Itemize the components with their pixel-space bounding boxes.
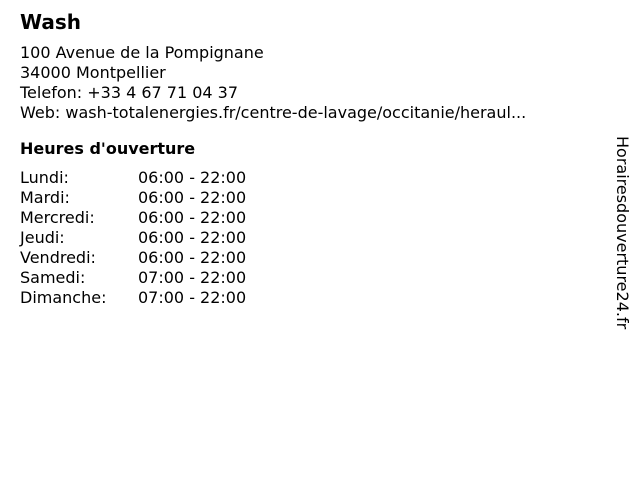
- site-watermark: Horairesdouverture24.fr: [613, 136, 632, 330]
- website-link[interactable]: Web: wash-totalenergies.fr/centre-de-lavage/occitanie/heraul...: [20, 103, 527, 122]
- day-label: Dimanche:: [20, 288, 107, 307]
- day-label: Jeudi:: [20, 228, 65, 247]
- contact-block: [20, 43, 600, 123]
- hours-row-sunday: [20, 288, 600, 308]
- day-label: Vendredi:: [20, 248, 96, 267]
- hours-row-wednesday: [20, 208, 600, 228]
- time-range: 06:00 - 22:00: [138, 188, 247, 207]
- hours-heading: Heures d'ouverture: [20, 139, 196, 158]
- hours-row-monday: [20, 168, 600, 188]
- time-range: 07:00 - 22:00: [138, 288, 247, 307]
- time-range: 06:00 - 22:00: [138, 208, 247, 227]
- time-range: 06:00 - 22:00: [138, 248, 247, 267]
- phone-number[interactable]: Telefon: +33 4 67 71 04 37: [20, 83, 239, 102]
- business-card: [20, 10, 600, 308]
- address-street: 100 Avenue de la Pompignane: [20, 43, 264, 62]
- hours-row-thursday: [20, 228, 600, 248]
- time-range: 07:00 - 22:00: [138, 268, 247, 287]
- business-name: Wash: [20, 10, 81, 34]
- hours-row-tuesday: [20, 188, 600, 208]
- hours-table: [20, 168, 600, 308]
- day-label: Samedi:: [20, 268, 86, 287]
- time-range: 06:00 - 22:00: [138, 228, 247, 247]
- day-label: Lundi:: [20, 168, 69, 187]
- hours-row-friday: [20, 248, 600, 268]
- hours-row-saturday: [20, 268, 600, 288]
- day-label: Mercredi:: [20, 208, 95, 227]
- address-city: 34000 Montpellier: [20, 63, 166, 82]
- day-label: Mardi:: [20, 188, 70, 207]
- time-range: 06:00 - 22:00: [138, 168, 247, 187]
